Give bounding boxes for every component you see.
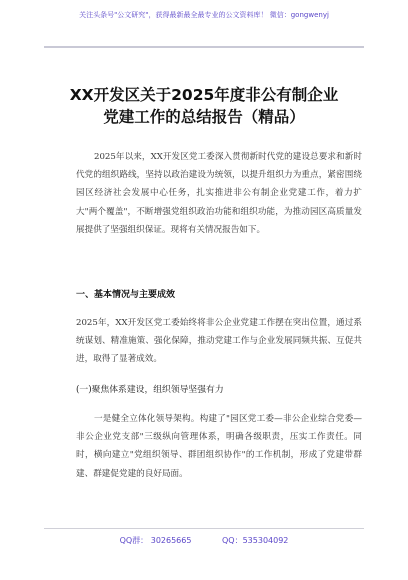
- title-line-1: XX开发区关于2025年度非公有制企业: [69, 86, 339, 104]
- subsection-heading-1: (一)聚焦体系建设，组织领导坚强有力: [76, 385, 224, 395]
- section-heading-1: 一、基本情况与主要成效: [76, 290, 176, 300]
- title-line-2: 党建工作的总结报告（精品）: [103, 108, 305, 126]
- document-title: [0, 84, 408, 128]
- footer-qq-group: QQ群： 30265665: [119, 536, 192, 545]
- paragraph-system-building: 一是健全立体化领导架构。构建了"园区党工委—非公企业综合党委—非公企业党支部"三级纵向管理体系，明确各级职责，压实工作责任。同时，横向建立"党组织领导、群团组织协作"的工作机制，形成了党建带群建、群建促党建的良好局面。: [76, 414, 362, 479]
- paragraph-intro: 2025年以来，XX开发区党工委深入贯彻新时代党的建设总要求和新时代党的组织路线，坚持以政治建设为统领，以提升组织力为重点，紧密围绕园区经济社会发展中心任务，扎实推进非公有制企业党建工作，着力扩大"两个覆盖"，不断增强党组织政治功能和组织功能，为推动园区高质量发展提供了坚强组织保证。现将有关情况报告如下。: [76, 152, 362, 235]
- paragraph-summary: 2025年，XX开发区党工委始终将非公企业党建工作摆在突出位置，通过系统谋划、精准施策、强化保障，推动党建工作与企业发展同频共振、互促共进，取得了显著成效。: [76, 318, 362, 365]
- header-banner: 关注头条号"公文研究"，获得最新最全最专业的公文资料库！ 微信：gongwenyj: [79, 11, 329, 19]
- footer-qq: QQ：535304092: [222, 536, 289, 545]
- header-divider: [44, 46, 364, 48]
- footer-divider: [44, 528, 364, 529]
- footer: [0, 535, 408, 546]
